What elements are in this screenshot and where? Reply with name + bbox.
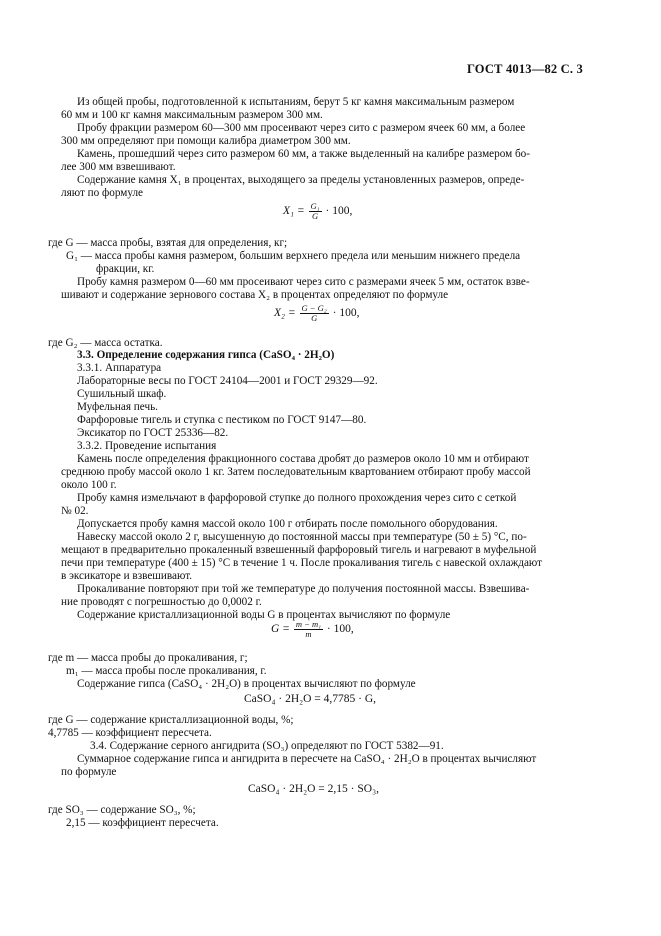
formula-fraction [300,304,329,323]
formula-denominator: G [312,211,319,221]
definition-line: где G — содержание кристаллизационной воды, %; [48,714,294,726]
section-heading: 3.3. Определение содержания гипса (CaSO₄ · 2H₂O) [77,349,335,361]
paragraph-line: Фарфоровые тигель и ступка с пестиком по ГОСТ 9147—80. [77,414,367,426]
paragraph-line: Пробу фракции размером 60—300 мм просеивают через сито с размером ячеек 60 мм, а более [77,122,526,134]
paragraph-line: 3.4. Содержание серного ангидрита (SO₃) определяют по ГОСТ 5382—91. [90,740,444,752]
paragraph-line: Камень после определения фракционного состава дробят до размеров около 10 мм и отбирают [77,453,529,465]
paragraph-line: среднюю пробу массой около 1 кг. Затем последовательным квартованием отбирают пробу массой [61,466,531,478]
paragraph-line: 60 мм и 100 кг камня максимальным размером 300 мм. [61,109,323,121]
formula-fraction [309,202,322,221]
formula-fraction [294,620,323,639]
paragraph-line: Содержание камня X₁ в процентах, выходящего за пределы установленных размеров, опреде- [77,174,525,186]
definition-line: где m — масса пробы до прокаливания, г; [48,652,248,664]
page-header: ГОСТ 4013—82 С. 3 [466,62,583,76]
formula-numerator: G₁ [310,201,320,211]
formula-total: CaSO₄ · 2H₂O = 2,15 · SO₃, [248,783,379,795]
paragraph-line: Содержание гипса (CaSO₄ · 2H₂O) в процентах вычисляют по формуле [77,678,416,690]
formula-numerator: G − G₂ [301,303,327,313]
paragraph-line: печи при температуре (400 ± 15) °С в течение 1 ч. После прокаливания тигель с навеской охлаждают [61,557,543,569]
definition-line: 4,7785 — коэффициент пересчета. [48,727,212,739]
definition-line: 2,15 — коэффициент пересчета. [66,817,219,829]
paragraph-line: по формуле [61,766,117,778]
paragraph-line: Из общей пробы, подготовленной к испытаниям, берут 5 кг камня максимальным размером [77,96,515,108]
formula-lhs: X₂ = [274,307,296,320]
paragraph-line: Муфельная печь. [77,401,158,413]
subsection-heading: 3.3.2. Проведение испытания [77,440,217,452]
paragraph-line: ние проводят с погрешностью до 0,0002 г. [61,596,262,608]
formula-g [271,620,354,639]
paragraph-line: Пробу камня размером 0—60 мм просеивают через сито с размерами ячеек 5 мм, остаток взве- [77,276,530,288]
definition-line: где SO₃ — содержание SO₃, %; [48,804,196,816]
formula-x2 [274,304,359,323]
paragraph-line: Навеску массой около 2 г, высушенную до постоянной массы при температуре (50 ± 5) °С, по- [77,531,527,543]
paragraph-line: Лабораторные весы по ГОСТ 24104—2001 и ГОСТ 29329—92. [77,375,378,387]
paragraph-line: 300 мм определяют при помощи калибра диаметром 300 мм. [61,135,351,147]
paragraph-line: ляют по формуле [61,187,143,199]
paragraph-line: в эксикаторе и взвешивают. [61,570,193,582]
paragraph-line: Камень, прошедший через сито размером 60 мм, а также выделенный на калибре размером бо- [77,148,530,160]
definition-line: G₁ — масса пробы камня размером, большим верхнего предела или меньшим нижнего предела [66,250,521,262]
paragraph-line: Пробу камня измельчают в фарфоровой ступке до полного прохождения через сито с сеткой [77,492,517,504]
paragraph-line: Допускается пробу камня массой около 100 г отбирать после помольного оборудования. [77,518,498,530]
formula-tail: · 100, [332,307,360,320]
formula-tail: · 100, [326,623,354,636]
subsection-heading: 3.3.1. Аппаратура [77,362,162,374]
paragraph-line: лее 300 мм взвешивают. [61,161,176,173]
formula-denominator: m [305,629,312,639]
formula-denominator: G [311,313,318,323]
formula-lhs: G = [271,623,290,636]
definition-line: где G₂ — масса остатка. [48,337,163,349]
paragraph-line: Эксикатор по ГОСТ 25336—82. [77,427,229,439]
paragraph-line: Прокаливание повторяют при той же температуре до получения постоянной массы. Взвешива- [77,583,530,595]
paragraph-line: около 100 г. [61,479,117,491]
paragraph-line: № 02. [61,505,89,517]
paragraph-line: мещают в предварительно прокаленный взвешенный фарфоровый тигель и нагревают в муфельной [61,544,537,556]
formula-gypsum: CaSO₄ · 2H₂O = 4,7785 · G, [244,693,377,705]
formula-x1 [283,202,352,221]
formula-tail: · 100, [325,205,353,218]
paragraph-line: Сушильный шкаф. [77,388,167,400]
definition-line: фракции, кг. [96,263,155,275]
definition-line: m₁ — масса пробы после прокаливания, г. [66,665,267,677]
formula-lhs: X₁ = [283,205,305,218]
paragraph-line: Содержание кристаллизационной воды G в процентах вычисляют по формуле [77,609,451,621]
paragraph-line: Суммарное содержание гипса и ангидрита в пересчете на CaSO₄ · 2H₂O в процентах вычисляют [77,753,537,765]
formula-numerator: m − m₁ [295,619,322,629]
paragraph-line: шивают и содержание зернового состава X₂ в процентах определяют по формуле [61,289,449,301]
definition-line: где G — масса пробы, взятая для определения, кг; [48,237,288,249]
